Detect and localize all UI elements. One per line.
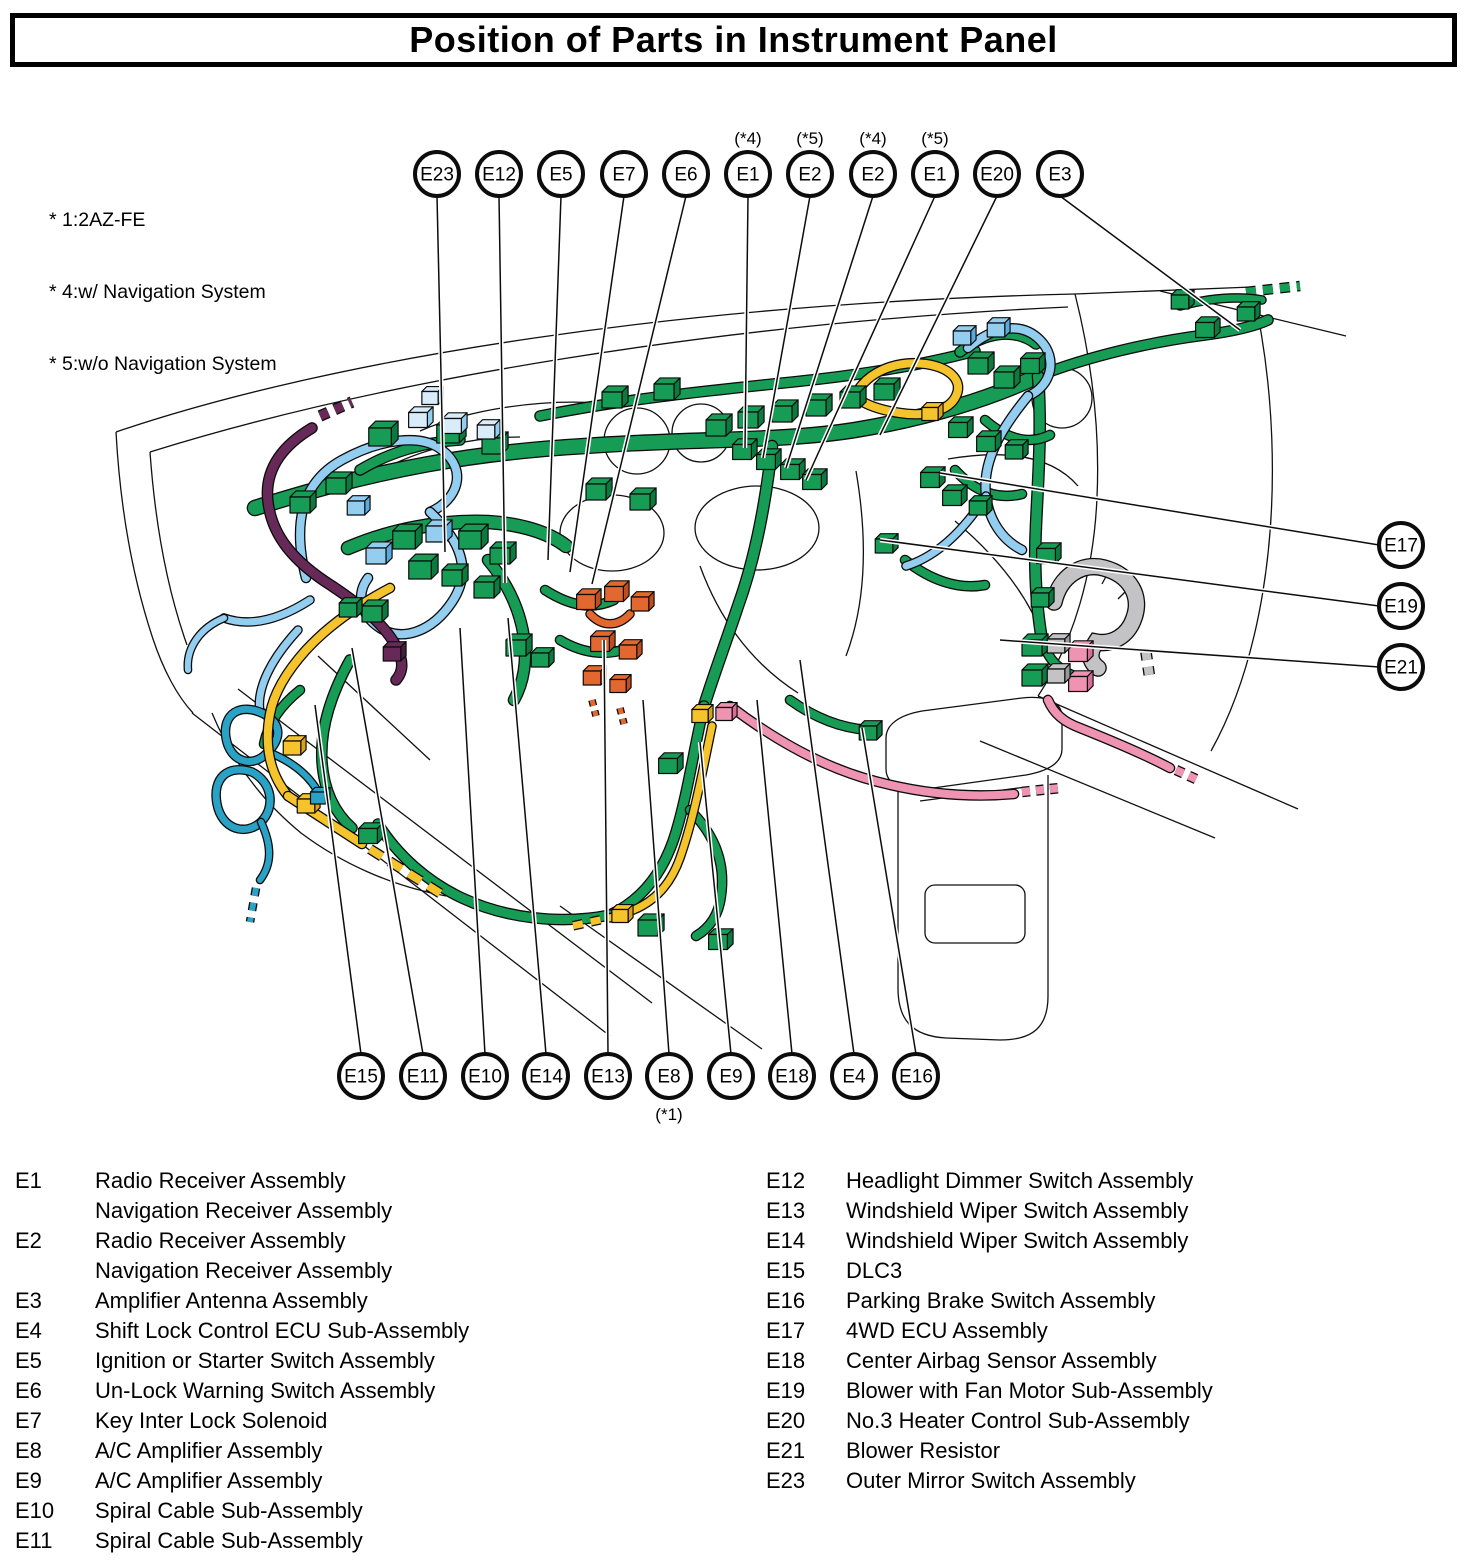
legend-code: E15: [766, 1258, 806, 1283]
callout-E2: [851, 129, 895, 196]
callout-footnote-ref: (*5): [796, 129, 824, 148]
callout-label: E3: [1048, 164, 1072, 186]
callout-label: E19: [1384, 596, 1418, 618]
callout-E9: [709, 1054, 753, 1098]
legend-entry-E11: [15, 1526, 745, 1556]
legend-code: E2: [15, 1228, 42, 1253]
callout-E6: [664, 152, 708, 196]
legend-description: Shift Lock Control ECU Sub-Assembly: [95, 1318, 470, 1343]
footnote-line: * 1:2AZ-FE: [49, 209, 146, 231]
callout-E4: [832, 1054, 876, 1098]
legend-entry-E2-cont: [15, 1256, 745, 1286]
callout-label: E21: [1384, 657, 1418, 679]
legend-entry-E7: [15, 1406, 745, 1436]
legend-right-column: [766, 1166, 1456, 1496]
callout-E5: [539, 152, 583, 196]
legend-code: E18: [766, 1348, 806, 1373]
callout-label: E1: [736, 164, 760, 186]
legend-code: E3: [15, 1288, 42, 1313]
legend-description: Spiral Cable Sub-Assembly: [95, 1528, 363, 1553]
callout-E19: [1379, 584, 1423, 628]
callout-E11: [401, 1054, 445, 1098]
legend-code: E23: [766, 1468, 806, 1493]
callout-E3: [1038, 152, 1082, 196]
callout-label: E12: [482, 164, 516, 186]
legend-code: E17: [766, 1318, 806, 1343]
callout-E17: [1379, 523, 1423, 567]
legend-entry-E6: [15, 1376, 745, 1406]
legend-description: Navigation Receiver Assembly: [95, 1258, 393, 1283]
callout-label: E11: [406, 1066, 440, 1088]
callout-label: E17: [1384, 535, 1418, 557]
legend-entry-E10: [15, 1496, 745, 1526]
legend-code: E16: [766, 1288, 806, 1313]
callout-label: E4: [842, 1066, 866, 1088]
legend-code: E19: [766, 1378, 806, 1403]
legend-entry-E20: [766, 1406, 1456, 1436]
callout-label: E14: [529, 1066, 563, 1088]
legend-description: Blower Resistor: [846, 1438, 1001, 1463]
legend-code: E1: [15, 1168, 42, 1193]
page-title: Position of Parts in Instrument Panel: [409, 19, 1058, 60]
legend-code: E4: [15, 1318, 42, 1343]
legend-description: Key Inter Lock Solenoid: [95, 1408, 328, 1433]
legend-description: Windshield Wiper Switch Assembly: [846, 1228, 1189, 1253]
legend-description: No.3 Heater Control Sub-Assembly: [846, 1408, 1190, 1433]
legend-entry-E23: [766, 1466, 1456, 1496]
legend-description: Un-Lock Warning Switch Assembly: [95, 1378, 436, 1403]
callout-label: E2: [861, 164, 885, 186]
callout-label: E13: [591, 1066, 625, 1088]
legend-description: Windshield Wiper Switch Assembly: [846, 1198, 1189, 1223]
callout-label: E18: [775, 1066, 809, 1088]
callout-label: E8: [657, 1066, 681, 1088]
legend-description: Parking Brake Switch Assembly: [846, 1288, 1156, 1313]
callout-label: E5: [549, 164, 573, 186]
legend-entry-E15: [766, 1256, 1456, 1286]
legend-code: E9: [15, 1468, 42, 1493]
callout-label: E1: [923, 164, 947, 186]
legend-description: Navigation Receiver Assembly: [95, 1198, 393, 1223]
legend-description: Center Airbag Sensor Assembly: [846, 1348, 1157, 1373]
legend-description: Spiral Cable Sub-Assembly: [95, 1498, 363, 1523]
callout-E18: [770, 1054, 814, 1098]
legend-entry-E14: [766, 1226, 1456, 1256]
legend-entry-E17: [766, 1316, 1456, 1346]
callout-E7: [602, 152, 646, 196]
callout-label: E20: [980, 164, 1014, 186]
legend-description: Radio Receiver Assembly: [95, 1168, 346, 1193]
legend-code: E21: [766, 1438, 806, 1463]
callout-footnote-ref: (*1): [655, 1105, 683, 1124]
callout-label: E10: [468, 1066, 502, 1088]
callout-footnote-ref: (*5): [921, 129, 949, 148]
legend-entry-E12: [766, 1166, 1456, 1196]
legend-entry-E1-cont: [15, 1196, 745, 1226]
legend-entry-E21: [766, 1436, 1456, 1466]
legend-entry-E3: [15, 1286, 745, 1316]
legend-entry-E1: [15, 1166, 745, 1196]
legend-entry-E18: [766, 1346, 1456, 1376]
legend-code: E11: [15, 1528, 53, 1553]
legend-description: Outer Mirror Switch Assembly: [846, 1468, 1136, 1493]
footnote-line: * 5:w/o Navigation System: [49, 353, 277, 375]
legend-description: A/C Amplifier Assembly: [95, 1468, 323, 1493]
callout-E21: [1379, 645, 1423, 689]
callout-E14: [524, 1054, 568, 1098]
legend-description: Headlight Dimmer Switch Assembly: [846, 1168, 1194, 1193]
footnote-line: * 4:w/ Navigation System: [49, 281, 266, 303]
callout-E20: [975, 152, 1019, 196]
legend-entry-E13: [766, 1196, 1456, 1226]
callout-E1: [913, 129, 957, 196]
legend-entry-E2: [15, 1226, 745, 1256]
legend-description: DLC3: [846, 1258, 903, 1283]
legend-entry-E8: [15, 1436, 745, 1466]
callout-E15: [339, 1054, 383, 1098]
callout-E2: [788, 129, 832, 196]
callout-label: E15: [344, 1066, 378, 1088]
callout-label: E9: [719, 1066, 743, 1088]
callout-footnote-ref: (*4): [734, 129, 762, 148]
callout-label: E6: [674, 164, 698, 186]
callout-label: E23: [420, 164, 454, 186]
legend-code: E12: [766, 1168, 806, 1193]
callout-E23: [415, 152, 459, 196]
callout-label: E7: [612, 164, 636, 186]
legend-entry-E19: [766, 1376, 1456, 1406]
legend-description: Amplifier Antenna Assembly: [95, 1288, 368, 1313]
callout-label: E16: [899, 1066, 933, 1088]
legend-entry-E4: [15, 1316, 745, 1346]
legend-description: Blower with Fan Motor Sub-Assembly: [846, 1378, 1213, 1403]
callout-E16: [894, 1054, 938, 1098]
legend-entry-E9: [15, 1466, 745, 1496]
legend-entry-E16: [766, 1286, 1456, 1316]
legend-description: 4WD ECU Assembly: [846, 1318, 1048, 1343]
legend-code: E5: [15, 1348, 42, 1373]
legend-entry-E5: [15, 1346, 745, 1376]
callout-E10: [463, 1054, 507, 1098]
callout-footnote-ref: (*4): [859, 129, 887, 148]
legend-code: E6: [15, 1378, 42, 1403]
legend-code: E13: [766, 1198, 806, 1223]
callout-E8: [647, 1054, 691, 1124]
legend-code: E10: [15, 1498, 55, 1523]
legend-description: Radio Receiver Assembly: [95, 1228, 346, 1253]
legend-code: E7: [15, 1408, 42, 1433]
legend-left-column: [15, 1166, 745, 1556]
legend-code: E14: [766, 1228, 806, 1253]
legend-code: E20: [766, 1408, 806, 1433]
callout-E12: [477, 152, 521, 196]
callout-E1: [726, 129, 770, 196]
legend-description: Ignition or Starter Switch Assembly: [95, 1348, 435, 1373]
legend-code: E8: [15, 1438, 42, 1463]
callout-label: E2: [798, 164, 822, 186]
callout-E13: [586, 1054, 630, 1098]
legend-description: A/C Amplifier Assembly: [95, 1438, 323, 1463]
